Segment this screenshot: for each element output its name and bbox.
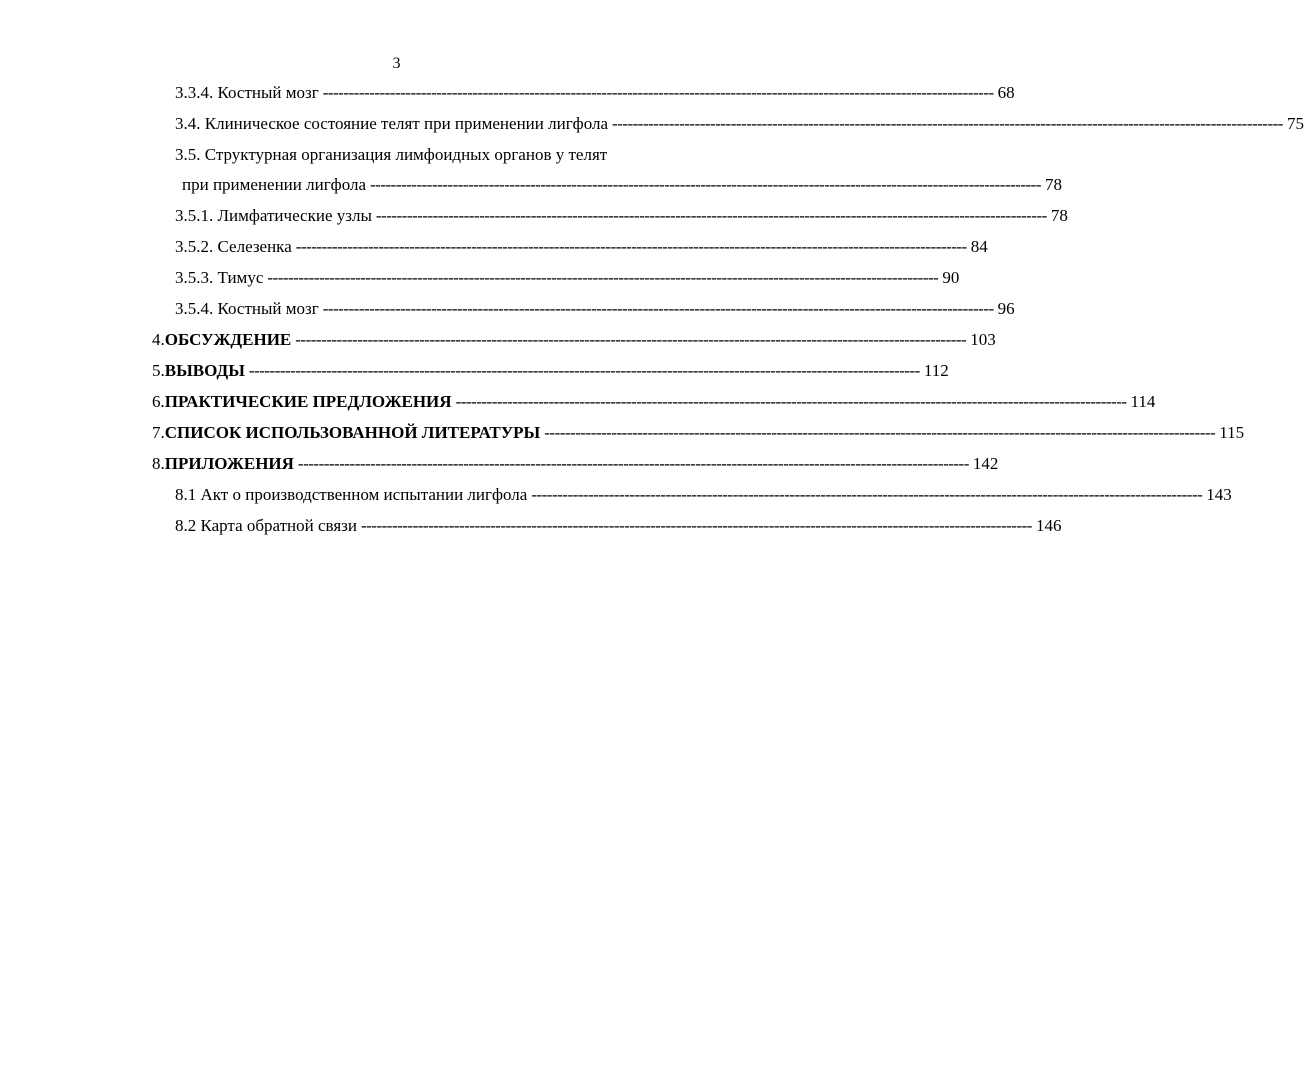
toc-entry-page: 115: [1219, 423, 1245, 442]
toc-leader: ----------------------------------------------------------------------------------------------------------------------------------: [375, 206, 1047, 225]
toc-entry-title: СПИСОК ИСПОЛЬЗОВАННОЙ ЛИТЕРАТУРЫ: [164, 423, 541, 442]
toc-leader: ----------------------------------------------------------------------------------------------------------------------------------: [370, 175, 1041, 194]
toc-entry: [175, 484, 1232, 508]
toc-entry-page: 78: [1044, 175, 1062, 194]
toc-entry: [175, 515, 1062, 539]
toc-entry-title-line1: 3.5. Структурная организация лимфоидных органов у телят: [175, 145, 608, 164]
toc-entry: [175, 267, 960, 291]
toc-entry-page: 96: [997, 299, 1015, 318]
toc-entry: [152, 422, 1245, 446]
toc-entry-number: 4.: [152, 330, 165, 349]
toc-entry: [175, 205, 1068, 229]
toc-leader: ----------------------------------------------------------------------------------------------------------------------------------: [360, 516, 1032, 535]
toc-leader: ----------------------------------------------------------------------------------------------------------------------------------: [531, 485, 1203, 504]
toc-leader: ----------------------------------------------------------------------------------------------------------------------------------: [295, 237, 967, 256]
toc-entry-page: 68: [997, 83, 1015, 102]
toc-entry: [152, 453, 999, 477]
toc-entry-page: 84: [970, 237, 988, 256]
toc-entry-number: 7.: [152, 423, 165, 442]
toc-leader: ----------------------------------------------------------------------------------------------------------------------------------: [612, 114, 1283, 133]
toc-entry: [152, 329, 996, 353]
toc-entry-page: 143: [1206, 485, 1232, 504]
toc-leader: ----------------------------------------------------------------------------------------------------------------------------------: [267, 268, 939, 287]
toc-leader: ----------------------------------------------------------------------------------------------------------------------------------: [322, 299, 994, 318]
toc-entry-title: при применении лигфола: [182, 175, 367, 194]
toc-entry-title: 3.3.4. Костный мозг: [175, 83, 319, 102]
toc-entry-page: 103: [970, 330, 996, 349]
toc-entry-title: ПРИЛОЖЕНИЯ: [164, 454, 294, 473]
toc-entry-page: 112: [923, 361, 949, 380]
toc-entry-title: ВЫВОДЫ: [164, 361, 245, 380]
toc-leader: ----------------------------------------------------------------------------------------------------------------------------------: [322, 83, 994, 102]
toc-entry: [175, 236, 988, 260]
toc-entry-page: 146: [1035, 516, 1062, 535]
toc-leader: ----------------------------------------------------------------------------------------------------------------------------------: [544, 423, 1216, 442]
toc-leader: ----------------------------------------------------------------------------------------------------------------------------------: [295, 330, 967, 349]
toc-entry-title: 3.5.2. Селезенка: [175, 237, 292, 256]
toc-entry-number: 6.: [152, 392, 165, 411]
toc-entry: [175, 82, 1015, 106]
toc-leader: ----------------------------------------------------------------------------------------------------------------------------------: [248, 361, 920, 380]
toc-entry-title: 8.1 Акт о производственном испытании лигфола: [175, 485, 528, 504]
toc-entry: [175, 113, 1304, 137]
toc-entry: [152, 391, 1156, 415]
toc-leader: ----------------------------------------------------------------------------------------------------------------------------------: [455, 392, 1127, 411]
toc-entry-title: ПРАКТИЧЕСКИЕ ПРЕДЛОЖЕНИЯ: [164, 392, 452, 411]
toc-entry-title: 3.5.1. Лимфатические узлы: [175, 206, 372, 225]
toc-entry: [182, 174, 1062, 198]
toc-entry-title: 8.2 Карта обратной связи: [175, 516, 357, 535]
toc-leader: ----------------------------------------------------------------------------------------------------------------------------------: [297, 454, 969, 473]
toc-entry-page: 114: [1130, 392, 1156, 411]
toc-entry-page: 78: [1050, 206, 1068, 225]
toc-entry-number: 8.: [152, 454, 165, 473]
toc-entry-page: 142: [972, 454, 999, 473]
toc-entry-title: ОБСУЖДЕНИЕ: [164, 330, 292, 349]
toc-entry-title: 3.5.4. Костный мозг: [175, 299, 319, 318]
toc-entry-title: 3.4. Клиническое состояние телят при применении лигфола: [175, 114, 608, 133]
toc-entry-page: 75: [1286, 114, 1304, 133]
toc-entry: [152, 360, 949, 384]
toc-entry-number: 5.: [152, 361, 165, 380]
toc-entry-page: 90: [942, 268, 960, 287]
toc-entry: [175, 298, 1015, 322]
toc-entry-title: 3.5.3. Тимус: [175, 268, 264, 287]
page-number: 3: [392, 55, 401, 72]
